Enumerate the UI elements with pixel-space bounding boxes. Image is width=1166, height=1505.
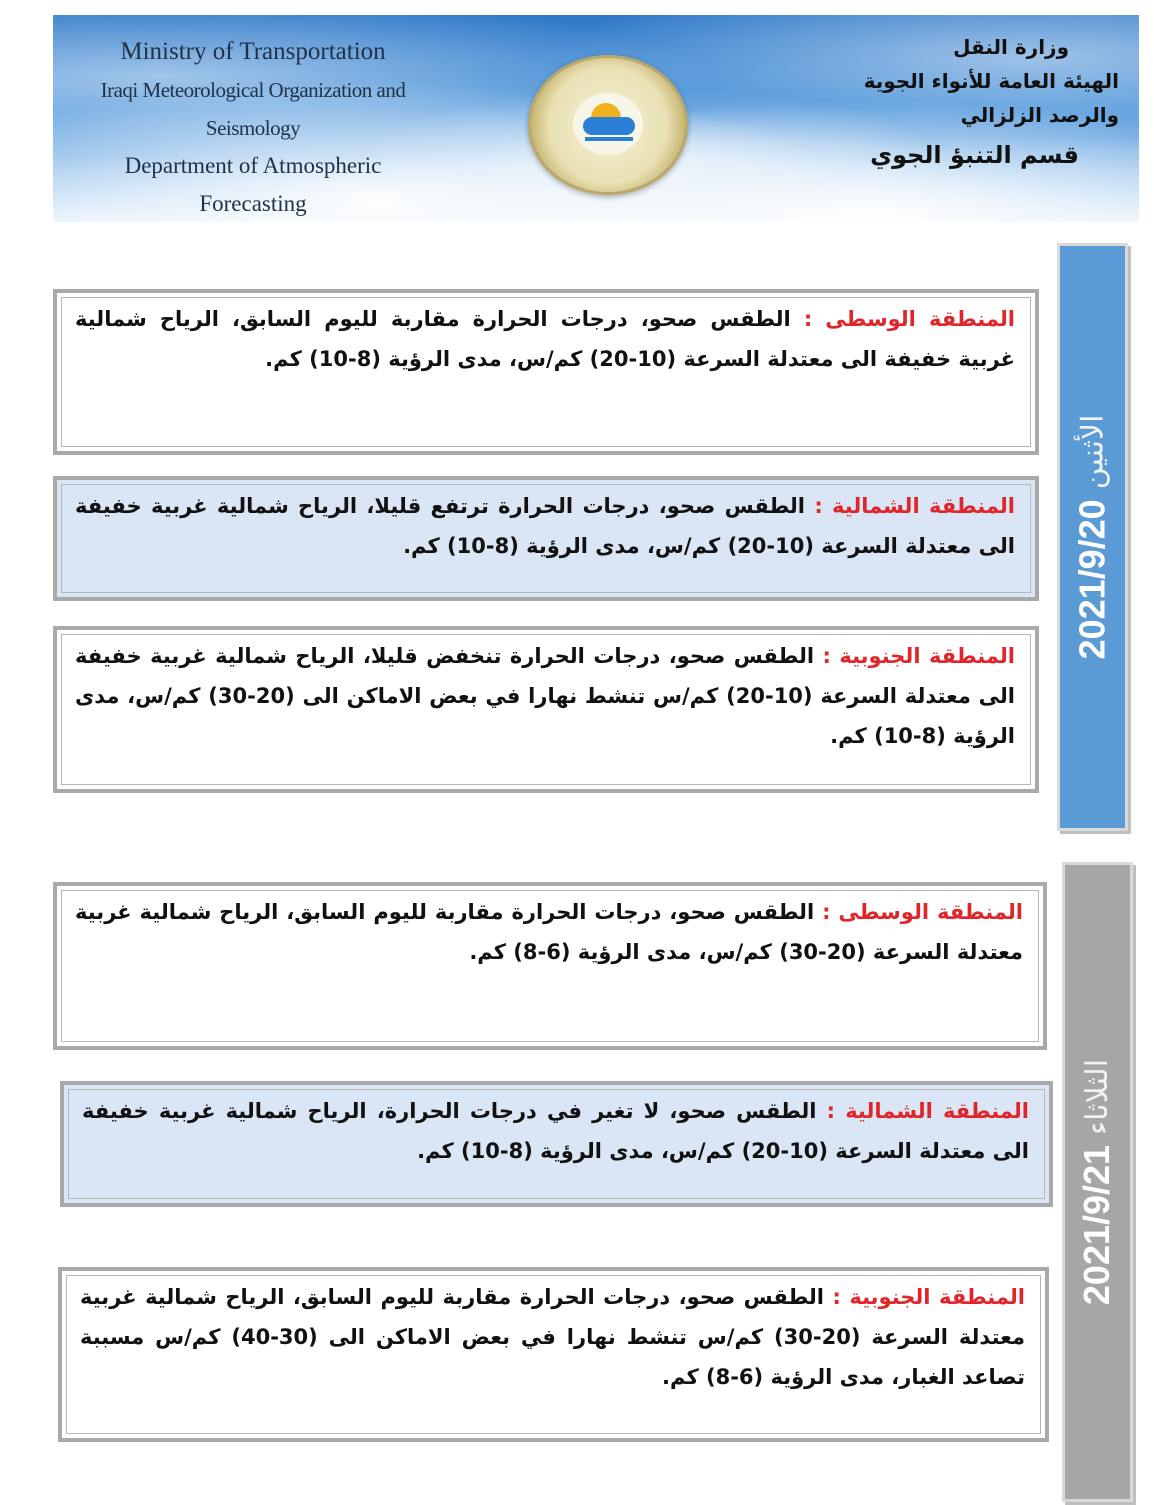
ministry-title-en: Ministry of Transportation	[120, 38, 386, 65]
organization-logo	[528, 55, 688, 195]
forecast-text	[57, 886, 1043, 972]
forecast-body: الطقس صحو، درجات الحرارة مقاربة لليوم السابق، الرياح شمالية غربية معتدلة السرعة (20-30) كم/س تنشط نهارا في بعض الاماكن الى (30-40) كم/س مسببة تصاعد الغبار، مدى الرؤية (6-8) كم.	[80, 1285, 1025, 1389]
region-name: المنطقة الوسطى :	[822, 900, 1023, 924]
forecast-text	[57, 293, 1035, 379]
forecast-box-northern	[60, 1081, 1053, 1207]
forecast-text	[57, 480, 1035, 566]
region-name: المنطقة الشمالية :	[826, 1099, 1029, 1123]
forecast-body: الطقس صحو، لا تغير في درجات الحرارة، الرياح شمالية غربية خفيفة الى معتدلة السرعة (10-20) كم/س، مدى الرؤية (8-10) كم.	[82, 1099, 1029, 1163]
day-name-label: الثلاثاء	[1081, 1058, 1114, 1135]
region-name: المنطقة الشمالية :	[814, 494, 1015, 518]
forecast-box-northern	[53, 476, 1039, 601]
department-title-ar: قسم التنبؤ الجوي	[870, 141, 1079, 169]
date-bar-day-2	[1062, 862, 1133, 1502]
header-english	[73, 33, 433, 222]
forecast-body: الطقس صحو، درجات الحرارة مقاربة لليوم السابق، الرياح شمالية غربية معتدلة السرعة (20-30) كم/س، مدى الرؤية (6-8) كم.	[75, 900, 1023, 964]
day-name-label: الأثنين	[1076, 414, 1109, 490]
header-banner	[53, 15, 1139, 222]
forecast-box-southern	[53, 626, 1039, 793]
date-label: 2021/9/21	[1076, 1144, 1118, 1306]
forecast-box-southern	[58, 1267, 1049, 1442]
department-title-en: Department of Atmospheric Forecasting	[124, 153, 382, 216]
region-name: المنطقة الجنوبية :	[822, 644, 1015, 668]
region-name: المنطقة الجنوبية :	[832, 1285, 1025, 1309]
forecast-text	[57, 630, 1035, 756]
forecast-body: الطقس صحو، درجات الحرارة مقاربة لليوم السابق، الرياح شمالية غربية خفيفة الى معتدلة السرعة (10-20) كم/س، مدى الرؤية (8-10) كم.	[75, 307, 1015, 371]
region-name: المنطقة الوسطى :	[803, 307, 1015, 331]
date-label: 2021/9/20	[1071, 499, 1113, 660]
ministry-title-ar: وزارة النقل	[953, 35, 1069, 59]
header-arabic	[799, 30, 1119, 178]
forecast-box-central	[53, 882, 1047, 1050]
forecast-box-central	[53, 289, 1039, 455]
organization-title-en: Iraqi Meteorological Organization and Seismology	[100, 78, 406, 140]
forecast-text	[62, 1271, 1045, 1397]
date-bar-day-1	[1057, 243, 1128, 831]
forecast-body: الطقس صحو، درجات الحرارة تنخفض قليلا، الرياح شمالية غربية خفيفة الى معتدلة السرعة (10-20) كم/س تنشط نهارا في بعض الاماكن الى (20-30) كم/س، مدى الرؤية (8-10) كم.	[75, 644, 1016, 748]
forecast-text	[64, 1085, 1049, 1171]
organization-title-ar: الهيئة العامة للأنواء الجوية والرصد الزلزالي	[863, 69, 1119, 127]
forecast-body: الطقس صحو، درجات الحرارة ترتفع قليلا، الرياح شمالية غربية خفيفة الى معتدلة السرعة (10-20) كم/س، مدى الرؤية (8-10) كم.	[75, 494, 1015, 558]
